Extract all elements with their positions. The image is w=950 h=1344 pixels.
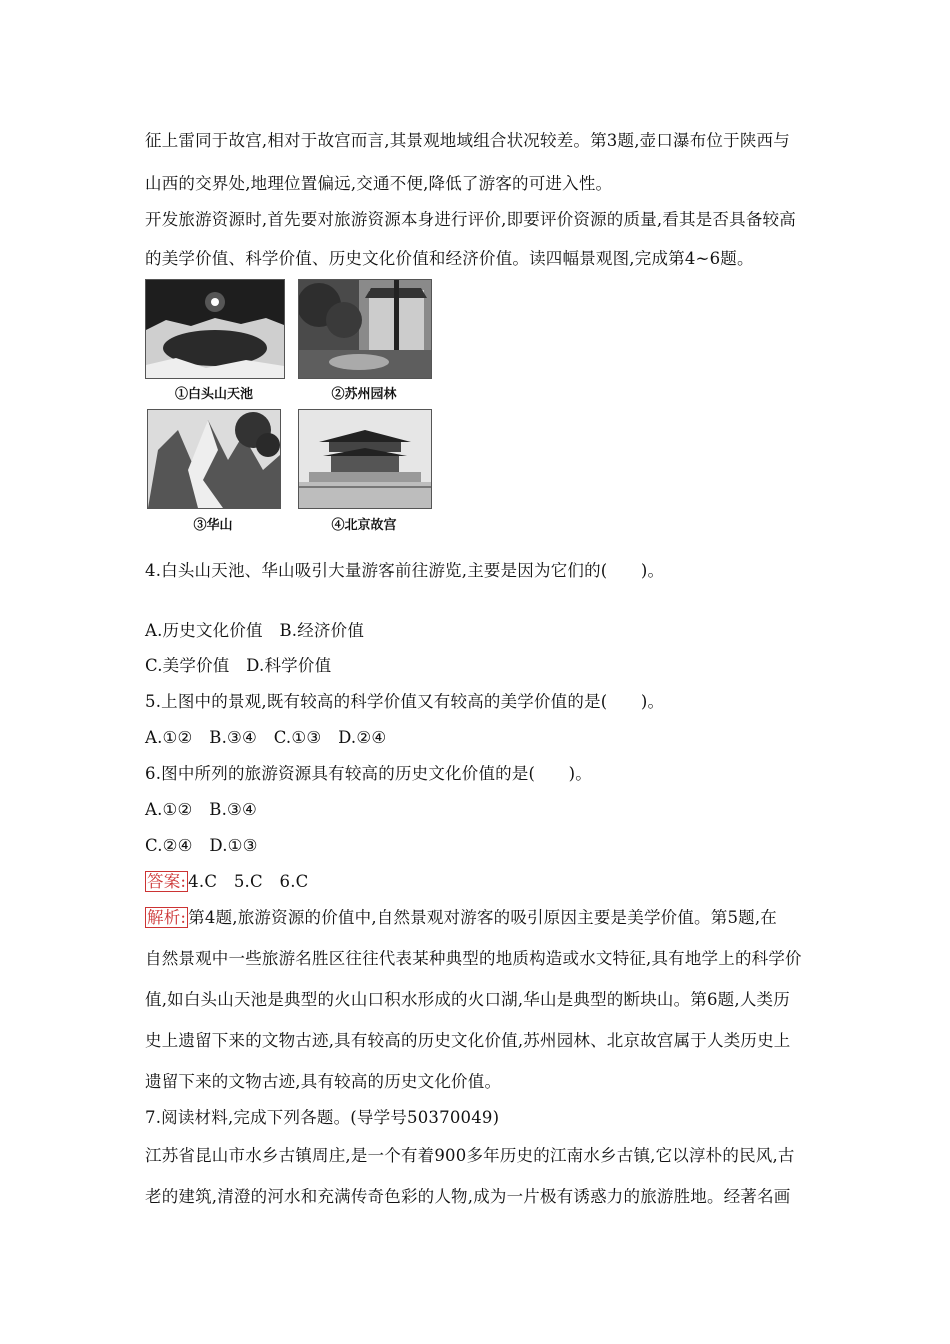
q6-options-1: A.①② B.③④ [145,800,257,819]
palace-photo [298,409,432,509]
q6-options-2: C.②④ D.①③ [145,836,258,855]
q4-stem: 4.白头山天池、华山吸引大量游客前往游览,主要是因为它们的( )。 [145,561,665,580]
mountain-photo [147,409,281,509]
analysis-text-1: 第4题,旅游资源的价值中,自然景观对游客的吸引原因主要是美学价值。第5题,在 [188,908,778,927]
answer-tag: 答案: [147,872,187,891]
caption-3: ③华山 [193,518,233,533]
analysis-line-3: 值,如白头山天池是典型的火山口积水形成的火口湖,华山是典型的断块山。第6题,人类历 [145,990,790,1009]
intro-line-1: 征上雷同于故宫,相对于故宫而言,其景观地域组合状况较差。第3题,壶口瀑布位于陕西与 [145,131,790,150]
caption-2: ②苏州园林 [331,387,397,402]
q7-material-1: 江苏省昆山市水乡古镇周庄,是一个有着900多年历史的江南水乡古镇,它以淳朴的民风,古 [145,1146,795,1165]
analysis-line-2: 自然景观中一些旅游名胜区往往代表某种典型的地质构造或水文特征,具有地学上的科学价 [145,949,802,968]
intro-line-2: 山西的交界处,地理位置偏远,交通不便,降低了游客的可进入性。 [145,174,613,193]
crater-lake-photo [145,279,285,379]
analysis-line-5: 遗留下来的文物古迹,具有较高的历史文化价值。 [145,1072,502,1091]
q7-material-2: 老的建筑,清澄的河水和充满传奇色彩的人物,成为一片极有诱惑力的旅游胜地。经著名画 [145,1187,791,1206]
q5-options: A.①② B.③④ C.①③ D.②④ [145,728,387,747]
answer-text: 4.C 5.C 6.C [188,872,309,891]
intro-line-3: 开发旅游资源时,首先要对旅游资源本身进行评价,即要评价资源的质量,看其是否具备较高 [145,210,796,229]
caption-4: ④北京故宫 [331,518,397,533]
q7-stem: 7.阅读材料,完成下列各题。(导学号50370049) [145,1108,500,1127]
analysis-tag: 解析: [147,908,187,927]
answer-line [145,868,308,892]
q4-options-1: A.历史文化价值 B.经济价值 [145,621,365,640]
garden-photo [298,279,432,379]
caption-1: ①白头山天池 [174,387,253,402]
q5-stem: 5.上图中的景观,既有较高的科学价值又有较高的美学价值的是( )。 [145,692,665,711]
intro-line-4: 的美学价值、科学价值、历史文化价值和经济价值。读四幅景观图,完成第4~6题。 [145,249,754,268]
q6-stem: 6.图中所列的旅游资源具有较高的历史文化价值的是( )。 [145,764,592,783]
q4-options-2: C.美学价值 D.科学价值 [145,656,332,675]
analysis-line-1 [145,904,777,928]
analysis-line-4: 史上遗留下来的文物古迹,具有较高的历史文化价值,苏州园林、北京故宫属于人类历史上 [145,1031,791,1050]
